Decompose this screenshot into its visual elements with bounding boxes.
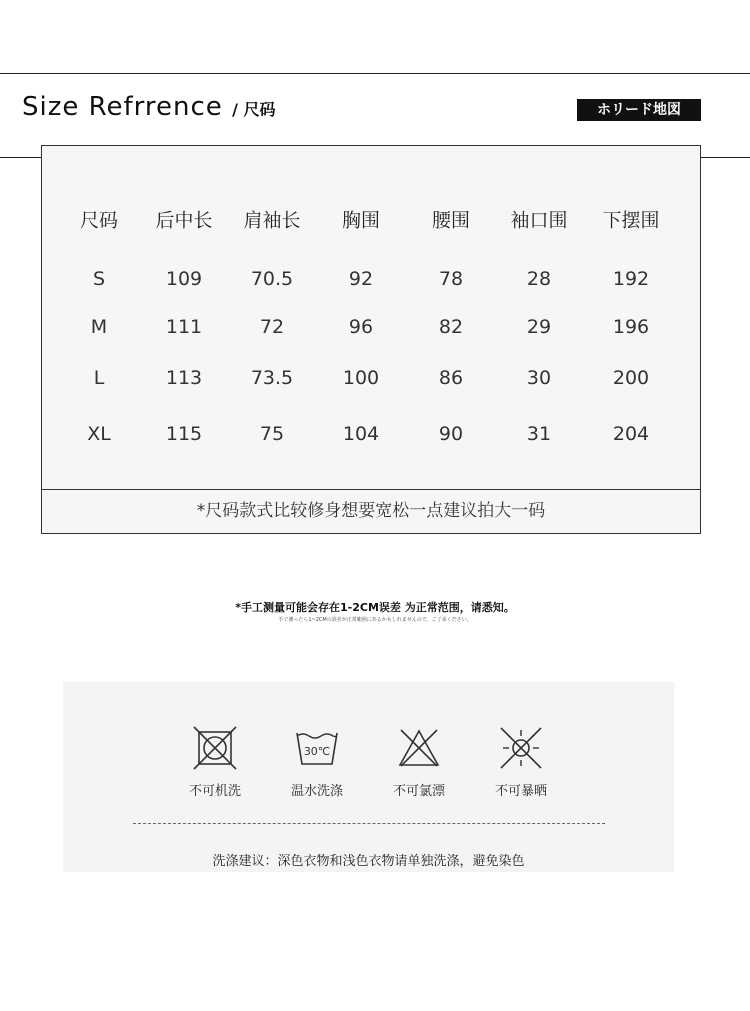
care-item-no-sun-dry	[466, 724, 576, 799]
table-cell: 204	[612, 423, 650, 445]
table-cell: 73.5	[250, 367, 294, 389]
top-divider	[0, 73, 750, 74]
col-header-size: 尺码	[79, 209, 119, 232]
col-header-sleeve-length: 肩袖长	[243, 209, 301, 232]
table-cell: 72	[259, 316, 285, 338]
size-table	[42, 146, 700, 489]
care-label: 不可暴晒	[494, 784, 547, 799]
col-header-waist: 腰围	[431, 209, 471, 232]
care-item-no-machine-wash	[160, 724, 270, 799]
left-divider	[0, 157, 41, 158]
size-note: *尺码款式比较修身想要宽松一点建议拍大一码	[196, 501, 546, 521]
warm-water-wash-icon	[291, 724, 343, 772]
table-cell: 90	[438, 423, 464, 445]
table-cell: S	[92, 268, 106, 290]
table-cell: 196	[612, 316, 650, 338]
table-cell: 92	[348, 268, 374, 290]
table-cell: 200	[612, 367, 650, 389]
table-cell: 111	[165, 316, 203, 338]
table-cell: 113	[165, 367, 203, 389]
table-cell: 96	[348, 316, 374, 338]
table-cell: 70.5	[250, 268, 294, 290]
table-cell: M	[90, 316, 108, 338]
no-bleach-icon	[395, 724, 443, 772]
table-cell: 29	[526, 316, 552, 338]
washing-advice: 洗涤建议：深色衣物和浅色衣物请单独洗涤，避免染色	[212, 854, 525, 869]
table-cell: 30	[526, 367, 552, 389]
table-cell: 75	[259, 423, 285, 445]
right-divider	[701, 157, 750, 158]
table-cell: 100	[342, 367, 380, 389]
table-cell: 31	[526, 423, 552, 445]
care-label: 温水洗涤	[290, 784, 343, 799]
table-cell: 104	[342, 423, 380, 445]
table-cell: 78	[438, 268, 464, 290]
care-instructions	[63, 682, 674, 872]
table-cell: XL	[87, 423, 111, 445]
size-chart	[41, 145, 701, 534]
care-item-no-bleach	[364, 724, 474, 799]
dashed-divider	[133, 823, 605, 824]
page-title	[22, 92, 276, 122]
no-machine-wash-icon	[191, 724, 239, 772]
care-item-warm-water-wash	[262, 724, 372, 799]
table-cell: 115	[165, 423, 203, 445]
table-cell: 82	[438, 316, 464, 338]
care-label: 不可机洗	[188, 784, 241, 799]
wash-temperature: 30℃	[303, 745, 331, 758]
table-cell: L	[93, 367, 105, 389]
table-cell: 86	[438, 367, 464, 389]
title-text: Size Refrrence	[22, 92, 223, 122]
measurement-note: *手工测量可能会存在1-2CM误差 为正常范围，请悉知。	[235, 601, 515, 614]
title-subtitle: / 尺码	[232, 100, 276, 119]
table-cell: 28	[526, 268, 552, 290]
col-header-back-length: 后中长	[155, 209, 213, 232]
table-cell: 192	[612, 268, 650, 290]
col-header-hem: 下摆围	[602, 209, 660, 232]
care-label: 不可氯漂	[392, 784, 445, 799]
col-header-cuff: 袖口围	[510, 209, 568, 232]
no-sun-dry-icon	[497, 724, 545, 772]
measurement-note-jp: 手で測ったら1~2CMの誤差が正常範囲にあるかもしれませんので、ご了承ください。	[278, 617, 472, 623]
col-header-chest: 胸围	[341, 209, 381, 232]
brand-badge: ホリード地図	[577, 99, 701, 121]
table-cell: 109	[165, 268, 203, 290]
